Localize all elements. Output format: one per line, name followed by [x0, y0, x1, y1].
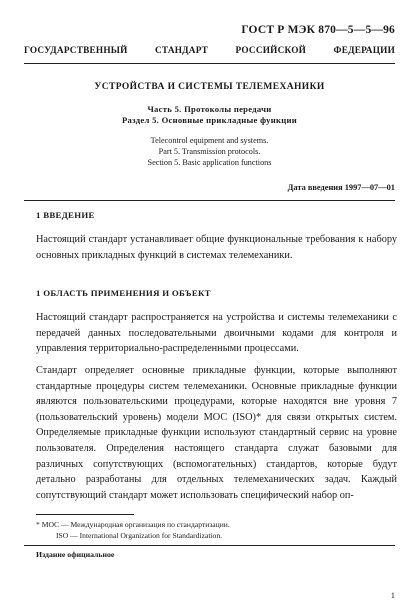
scope-paragraph: Стандарт определяет основные прикладные функции, которые выполняют стандартные процедуры систем телемеханики. Основные прикладные функции являются пользовательскими процедурами, которые находятся вне уровня 7 (пользовательский уровень) модели МОС (ISO)* для связи открытых систем. Определяемые прикладные функции используют стандартный сервис на уровне пользователя. Определения настоящего стандарта служат базовыми для различных сопутствующих (вспомогательных) стандартов, которые будут детально разработаны для отдельных телемеханических задач. Каждый сопутствующий стандарт может использовать специфический набор оп-	[36, 365, 397, 501]
introduction-paragraph: Настоящий стандарт устанавливает общие функциональные требования к набору основных прикладных функций в системах телемеханики.	[36, 234, 397, 261]
document-section: Раздел 5. Основные прикладные функции	[122, 115, 297, 125]
document-part: Часть 5. Протоколы передачи	[147, 104, 272, 114]
footnote: * МОС — Международная организация по стандартизации.	[36, 520, 230, 529]
footnote: ISO — International Organization for Standardization.	[56, 531, 223, 540]
footnote-divider	[36, 514, 134, 515]
page-number: 1	[390, 590, 395, 600]
state-header-word: ГОСУДАРСТВЕННЫЙ	[24, 46, 128, 56]
scope-paragraph: Настоящий стандарт распространяется на устройства и системы телемеханики с передачей данных последовательными двоичными кодами для контроля и управления территориально-распределенными процессами.	[36, 312, 397, 355]
introduction-date: Дата введения 1997—07—01	[287, 183, 395, 192]
english-title-line: Telecontrol equipment and systems.	[150, 136, 269, 145]
state-header-word: ФЕДЕРАЦИИ	[333, 46, 395, 56]
section-heading-introduction: 1 ВВЕДЕНИЕ	[36, 210, 95, 220]
footer-divider	[24, 545, 395, 546]
state-header-word: РОССИЙСКОЙ	[235, 46, 307, 56]
header-divider	[24, 63, 395, 64]
state-standard-header	[24, 46, 395, 56]
state-header-word: СТАНДАРТ	[154, 46, 209, 56]
edition-label: Издание официальное	[36, 550, 115, 559]
document-title: УСТРОЙСТВА И СИСТЕМЫ ТЕЛЕМЕХАНИКИ	[94, 82, 325, 92]
english-title-line: Part 5. Transmission protocols.	[158, 147, 261, 156]
section-heading-scope: 1 ОБЛАСТЬ ПРИМЕНЕНИЯ И ОБЪЕКТ	[36, 288, 211, 298]
english-title-line: Section 5. Basic application functions	[147, 158, 272, 167]
date-divider	[24, 200, 395, 201]
standard-number: ГОСТ Р МЭК 870—5—5—96	[241, 24, 395, 36]
